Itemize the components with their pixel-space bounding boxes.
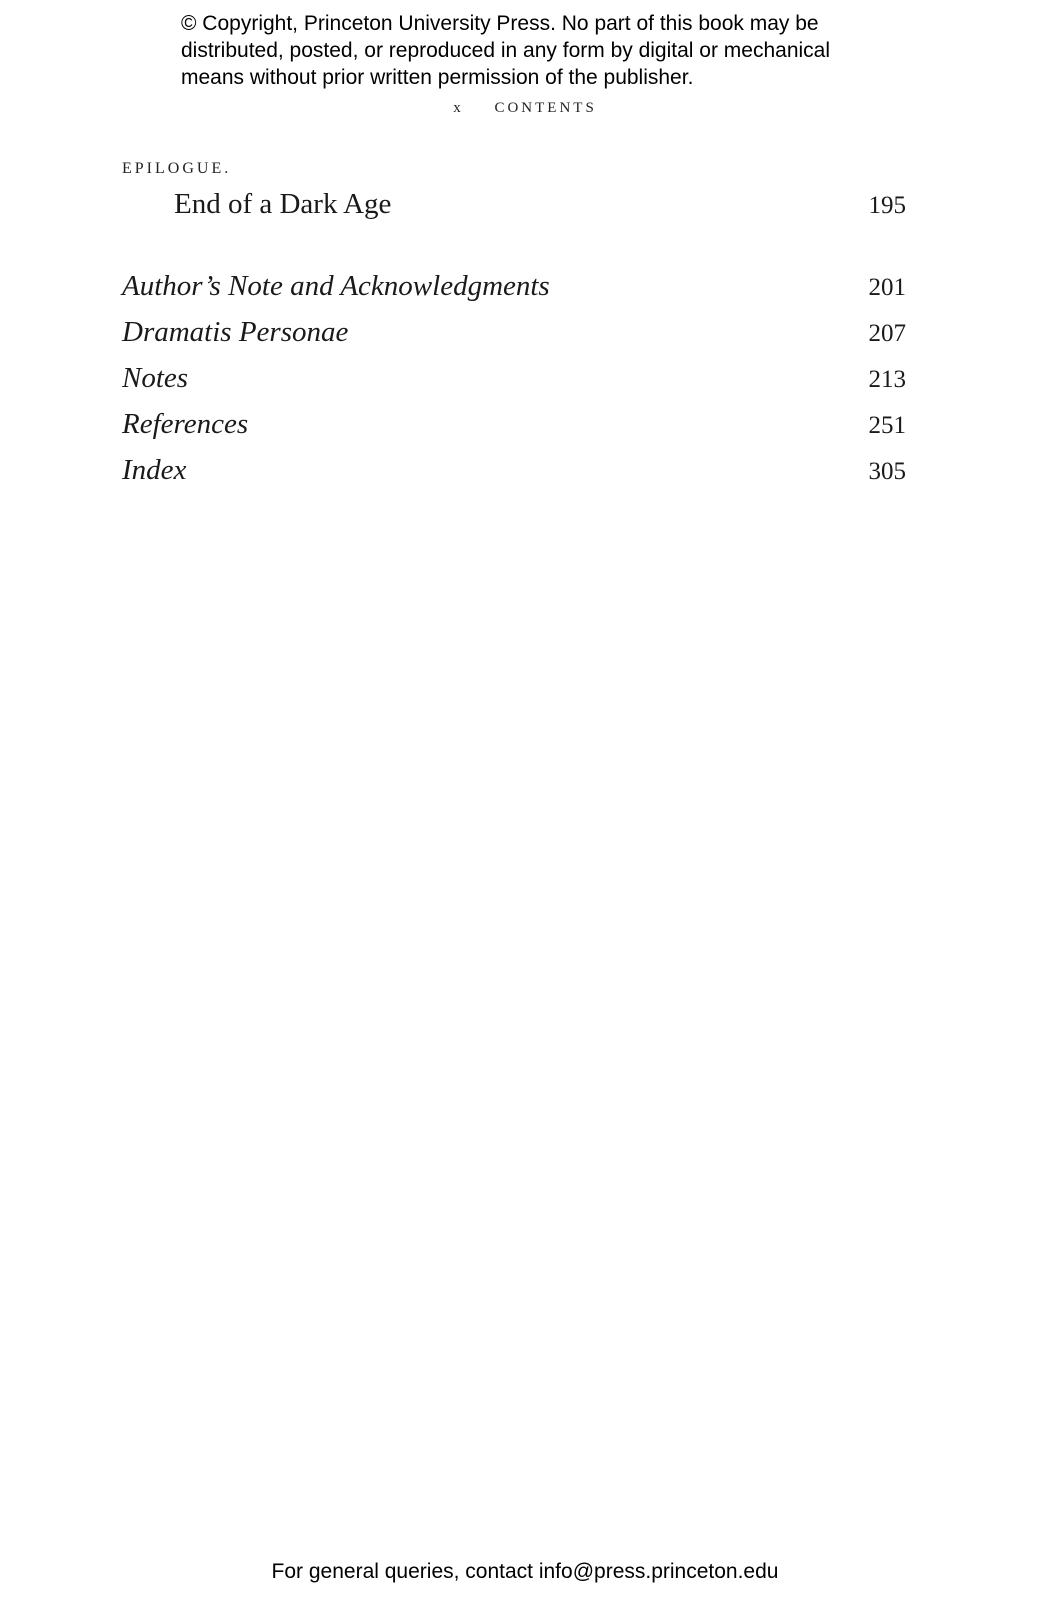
toc-entry-page: 207 <box>868 320 906 347</box>
toc-entry-page: 201 <box>868 274 906 301</box>
toc-entry-page: 305 <box>868 458 906 485</box>
copyright-notice <box>181 10 901 91</box>
toc-entry-title: Author’s Note and Acknowledgments <box>122 270 550 302</box>
copyright-line-2: distributed, posted, or reproduced in any form by digital or mechanical <box>181 39 831 62</box>
epilogue-label: EPILOGUE. <box>122 160 232 177</box>
running-head-title: CONTENTS <box>494 100 597 116</box>
running-head <box>0 100 1050 117</box>
toc-entry-title: Notes <box>122 362 189 394</box>
toc-entry-authors-note <box>122 270 906 303</box>
toc-entry-references <box>122 408 906 441</box>
toc-entry-page: 251 <box>868 412 906 439</box>
copyright-line-1: © Copyright, Princeton University Press. No part of this book may be <box>181 12 819 35</box>
toc-entry-page: 213 <box>868 366 906 393</box>
copyright-line-3: means without prior written permission of the publisher. <box>181 66 694 89</box>
toc-entry-epilogue <box>122 188 906 221</box>
toc-entry-title: Index <box>122 454 187 486</box>
toc-entry-title: End of a Dark Age <box>174 188 392 220</box>
footer-contact: For general queries, contact info@press.princeton.edu <box>271 1560 779 1583</box>
toc-entry-index <box>122 454 906 487</box>
page-folio: x <box>453 100 464 116</box>
toc-entry-notes <box>122 362 906 395</box>
toc-entry-title: References <box>122 408 249 440</box>
toc-entry-dramatis-personae <box>122 316 906 349</box>
toc-entry-title: Dramatis Personae <box>122 316 349 348</box>
toc-entry-page: 195 <box>868 192 906 219</box>
